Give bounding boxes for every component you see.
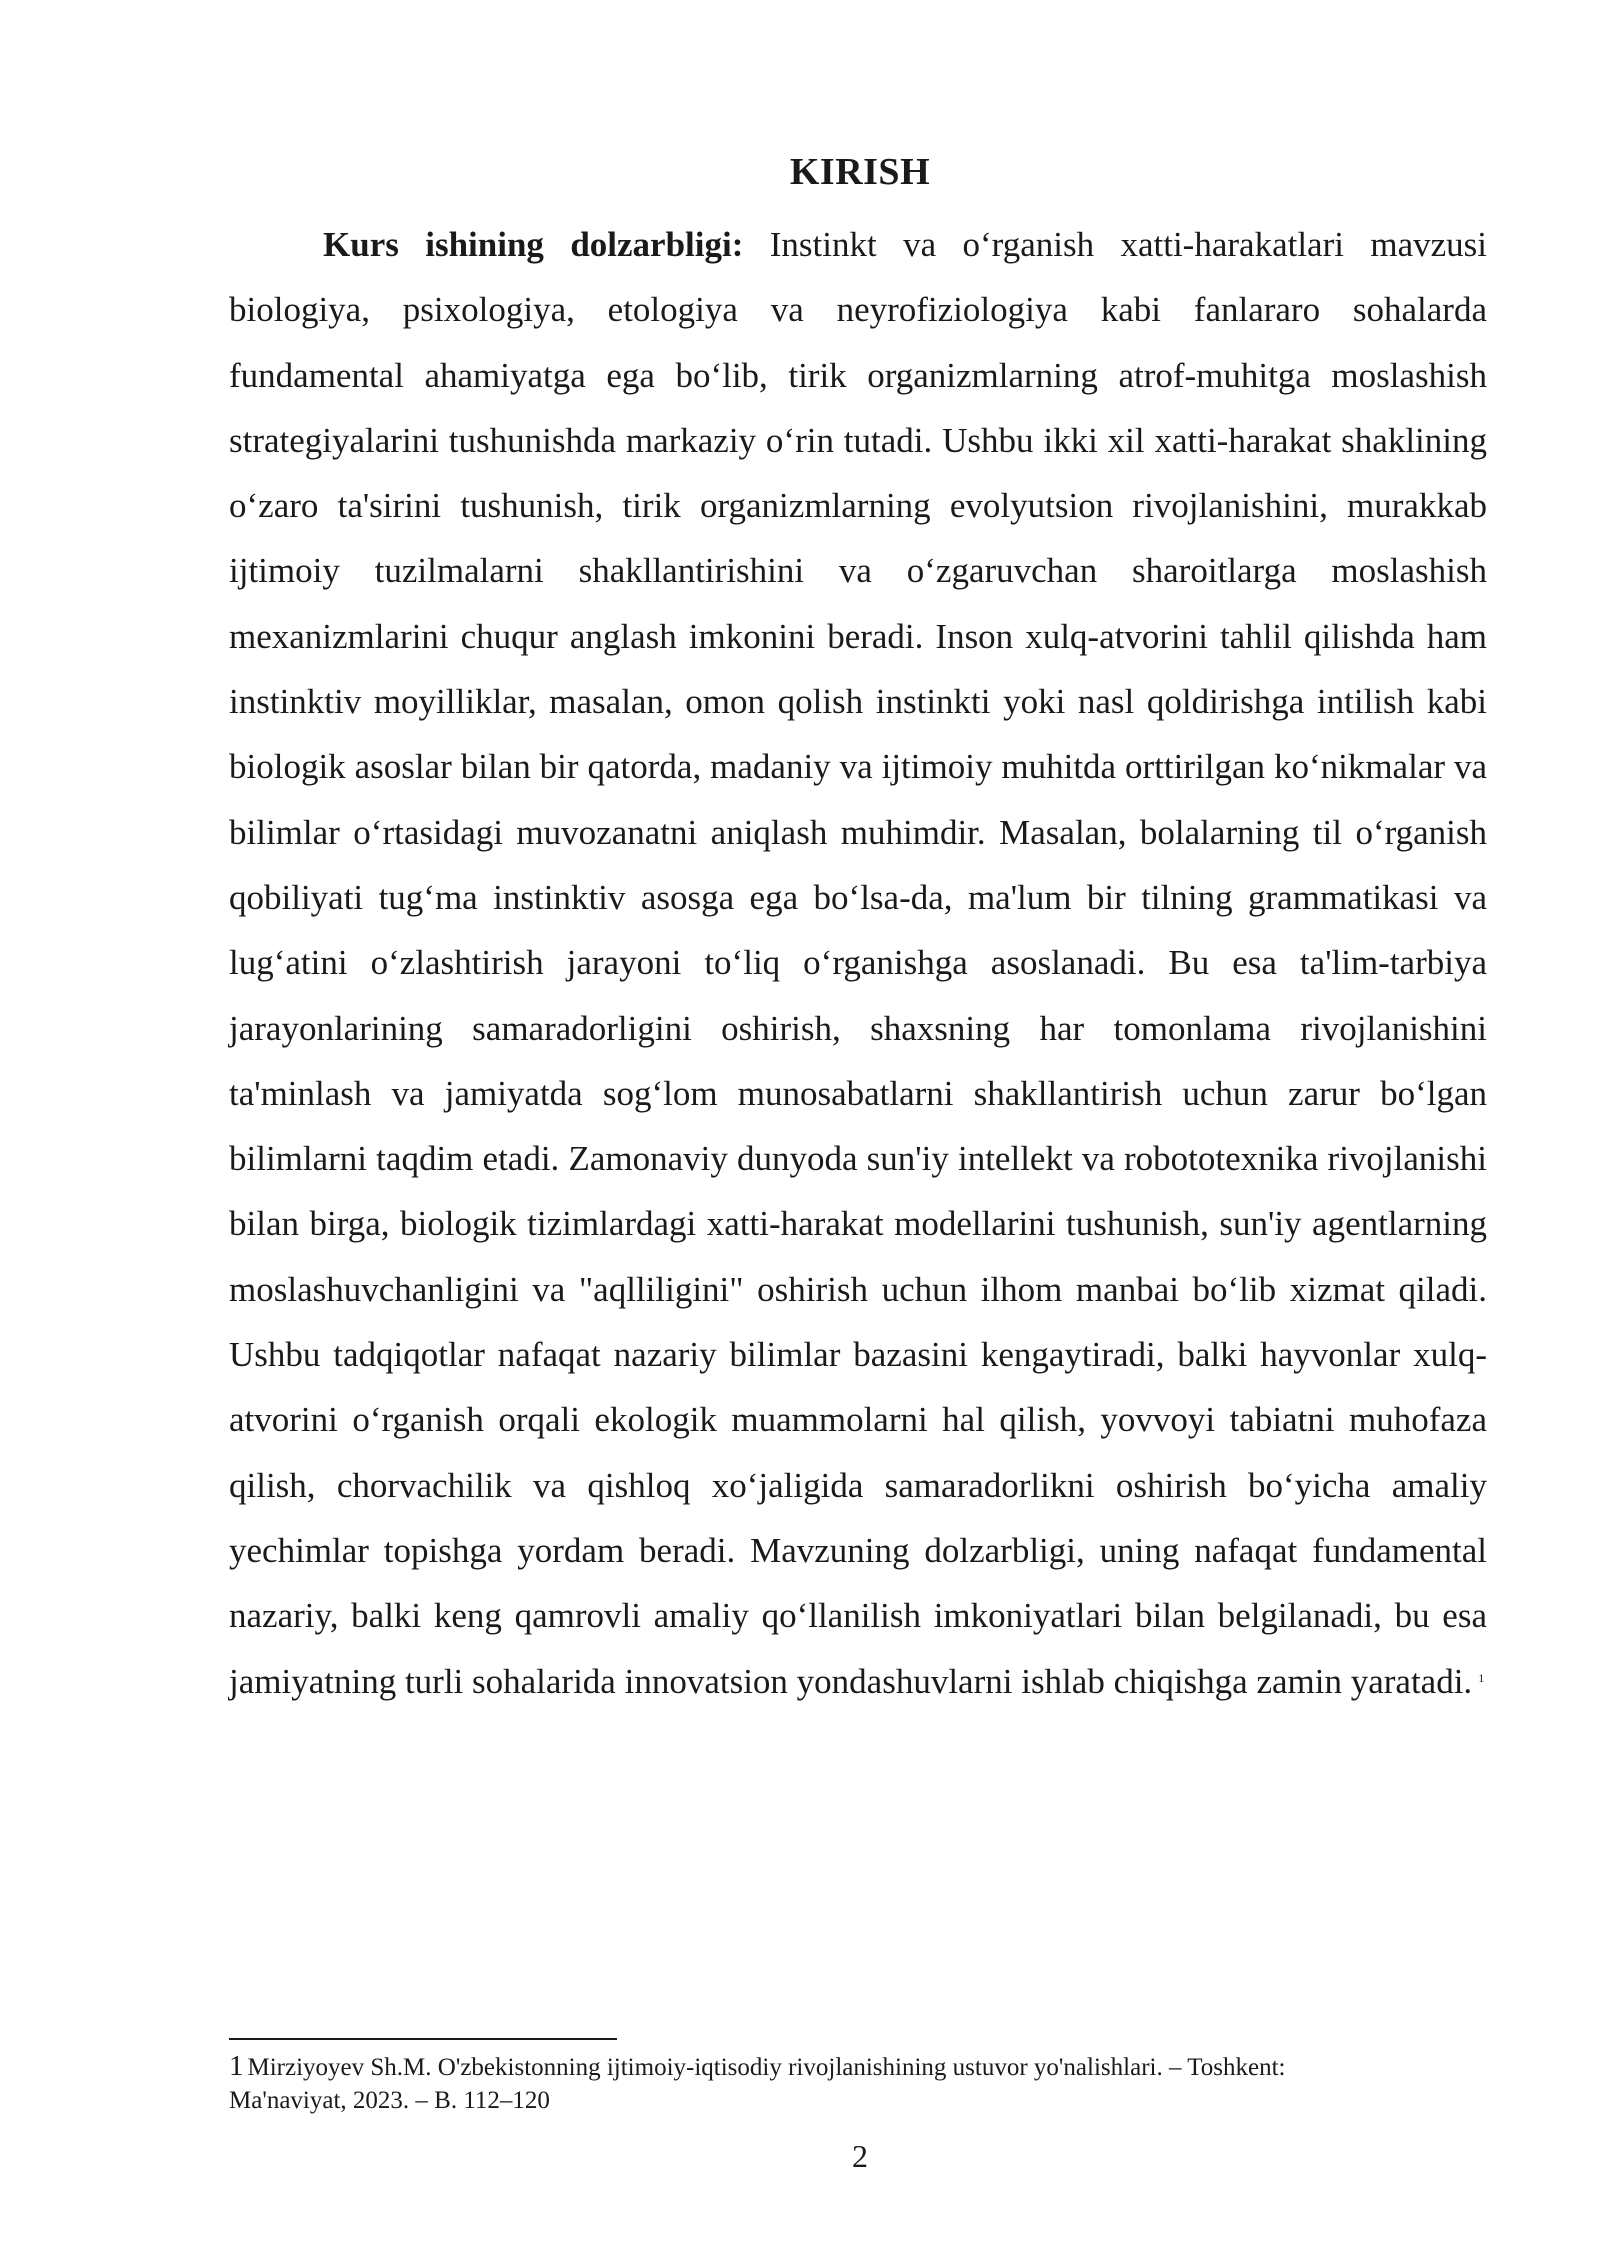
footnote-number: 1 bbox=[229, 2050, 244, 2082]
page-number: 2 bbox=[852, 2138, 868, 2174]
footnote bbox=[229, 2050, 1409, 2117]
footnote-separator bbox=[229, 2038, 617, 2040]
footnote-reference[interactable]: 1 bbox=[1478, 1670, 1485, 1685]
footnote-text: Mirziyoyev Sh.M. O'zbekistonning ijtimoiy-iqtisodiy rivojlanishining ustuvor yo'nalishlari. – Toshkent: Ma'naviyat, 2023. – B. 112–120 bbox=[229, 2054, 1286, 2114]
section-title: KIRISH bbox=[789, 151, 931, 193]
body-paragraph bbox=[229, 212, 1487, 1714]
paragraph-lead: Kurs ishining dolzarbligi: bbox=[323, 225, 744, 264]
paragraph-text: Instinkt va o‘rganish xatti-harakatlari mavzusi biologiya, psixologiya, etologiya va neyrofiziologiya kabi fanlararo sohalarda fundamental ahamiyatga ega bo‘lib, tirik organizmlarning atrof-muhitga moslashish strategiyalarini tushunishda markaziy o‘rin tutadi. Ushbu ikki xil xatti-harakat shaklining o‘zaro ta'sirini tushunish, tirik organizmlarning evolyutsion rivojlanishini, murakkab ijtimoiy tuzilmalarni shakllantirishini va o‘zgaruvchan sharoitlarga moslashish mexanizmlarini chuqur anglash imkonini beradi. Inson xulq-atvorini tahlil qilishda ham instinktiv moyilliklar, masalan, omon qolish instinkti yoki nasl qoldirishga intilish kabi biologik asoslar bilan bir qatorda, madaniy va ijtimoiy muhitda orttirilgan ko‘nikmalar va bilimlar o‘rtasidagi muvozanatni aniqlash muhimdir. Masalan, bolalarning til o‘rganish qobiliyati tug‘ma instinktiv asosga ega bo‘lsa-da, ma'lum bir tilning grammatikasi va lug‘atini o‘zlashtirish jarayoni to‘liq o‘rganishga asoslanadi. Bu esa ta'lim-tarbiya jarayonlarining samaradorligini oshirish, shaxsning har tomonlama rivojlanishini ta'minlash va jamiyatda sog‘lom munosabatlarni shakllantirish uchun zarur bo‘lgan bilimlarni taqdim etadi. Zamonaviy dunyoda sun'iy intellekt va robototexnika rivojlanishi bilan birga, biologik tizimlardagi xatti-harakat modellarini tushunish, sun'iy agentlarning moslashuvchanligini va "aqlliligini" oshirish uchun ilhom manbai bo‘lib xizmat qiladi. Ushbu tadqiqotlar nafaqat nazariy bilimlar bazasini kengaytiradi, balki hayvonlar xulq-atvorini o‘rganish orqali ekologik muammolarni hal qilish, yovvoyi tabiatni muhofaza qilish, chorvachilik va qishloq xo‘jaligida samaradorlikni oshirish bo‘yicha amaliy yechimlar topishga yordam beradi. Mavzuning dolzarbligi, uning nafaqat fundamental nazariy, balki keng qamrovli amaliy qo‘llanilish imkoniyatlari bilan belgilanadi, bu esa jamiyatning turli sohalarida innovatsion yondashuvlarni ishlab chiqishga zamin yaratadi. bbox=[229, 225, 1487, 1701]
